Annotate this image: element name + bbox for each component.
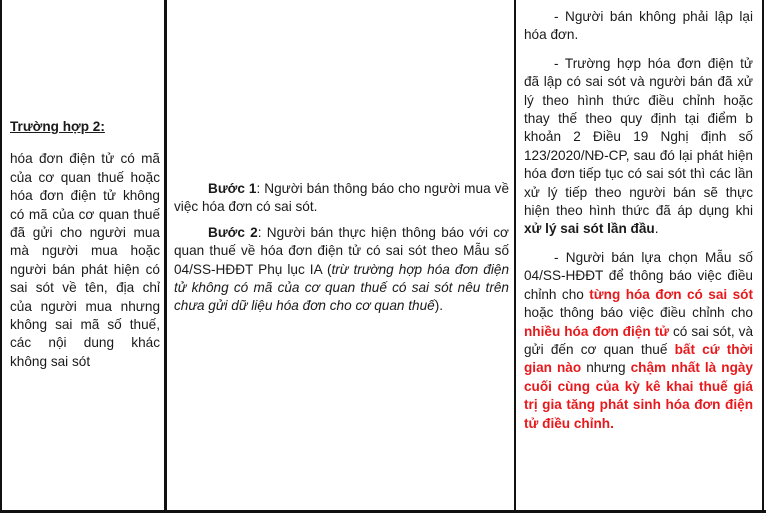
case-heading: Trường hợp 2: [10,119,105,134]
note-3-red-2: nhiều hóa đơn điện tử [524,323,669,339]
step-1-text: : Người bán thông báo cho người mua về việc hóa đơn có sai sót. [174,181,509,215]
note-2-bold: xử lý sai sót lần đầu [524,221,655,237]
table-border-left [0,0,2,513]
cell-notes [524,8,753,443]
case-description: hóa đơn điện tử có mã của cơ quan thuế hoặc hóa đơn điện tử không có mã của cơ quan thuế đã gửi cho người mua mà người mua hoặc người bán phát hiện có sai sót về tên, địa chỉ của người mua nhưng không sai mã số thuế, các nội dung khác không sai sót [10,151,160,369]
note-2-end: . [654,221,659,237]
step-2-italic: trừ trường hợp hóa đơn điện tử không có mã của cơ quan thuế có sai sót nêu trên chưa gửi dữ liệu hóa đơn cho cơ quan thuế [174,261,509,314]
note-2 [524,55,753,239]
note-3 [524,249,753,433]
note-2-text: - Trường hợp hóa đơn điện tử đã lập có sai sót và người bán đã xử lý theo hình thức điều chỉnh hoặc thay thế theo quy định tại điểm b khoản 2 Điều 19 Nghị định số 123/2020/NĐ-CP, sau đó lại phát hiện hóa đơn tiếp tục có sai sót thì các lần xử lý tiếp theo người bán sẽ thực hiện theo hình thức đã áp dụng khi [524,55,753,219]
step-2 [174,224,509,316]
note-3-red-1: từng hóa đơn có sai sót [589,286,754,302]
note-1: - Người bán không phải lập lại hóa đơn. [524,9,753,43]
step-2-end: ). [434,298,444,314]
step-2-label: Bước 2 [208,224,258,240]
note-3-red-3: bất cứ thời gian nào [524,341,754,376]
note-3-a: - Người bán lựa chọn Mẫu số 04/SS-HĐĐT để thông báo việc điều chỉnh cho [524,249,753,302]
table-border-right [762,0,764,513]
step-1-label: Bước 1 [208,181,257,196]
note-3-b: hoặc thông báo việc điều chỉnh cho [524,305,753,321]
note-3-red-4: chậm nhất là ngày cuối cùng của kỳ kê khai thuế giá trị gia tăng phát sinh hóa đơn điện tử điều chỉnh. [524,360,753,431]
table-border-col2 [514,0,516,513]
step-2-text: : Người bán thực hiện thông báo với cơ quan thuế về hóa đơn điện tử có sai sót theo Mẫu số 04/SS-HĐĐT Phụ lục IA ( [174,224,509,277]
note-3-c: có sai sót, và gửi đến cơ quan thuế [524,323,753,357]
step-1 [174,180,509,217]
note-3-d: nhưng [581,360,631,376]
table-border-col1 [164,0,167,513]
cell-case [10,118,160,371]
cell-steps [174,180,509,323]
